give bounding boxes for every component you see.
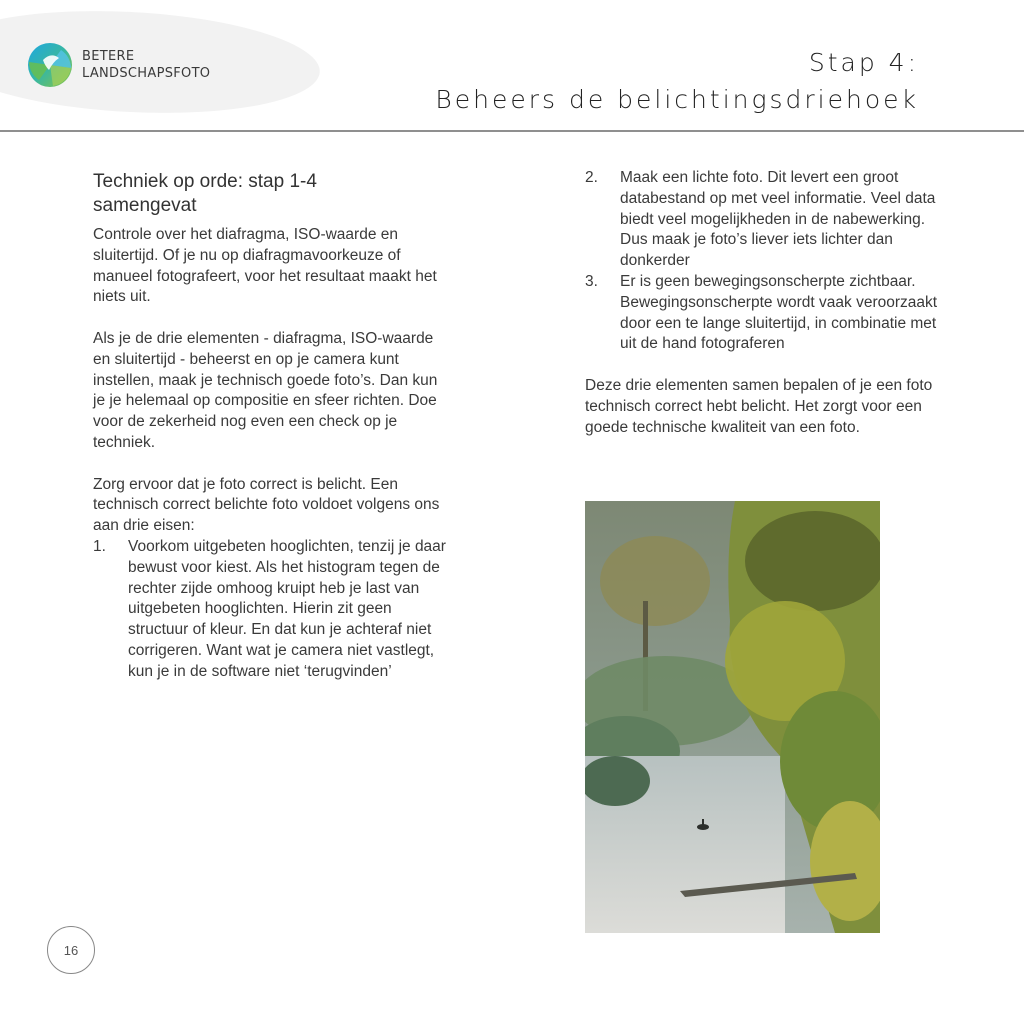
header-divider (0, 130, 1024, 132)
page-title (435, 44, 919, 118)
list-item (585, 272, 945, 355)
misty-lake-photo-illustration (585, 501, 880, 933)
page-title-step: Stap 4: (808, 48, 919, 77)
closing-paragraph: Deze drie elementen samen bepalen of je een foto technisch correct hebt belicht. Het zorgt voor een goede technische kwaliteit van een foto. (585, 376, 933, 436)
section-heading-line1: Techniek op orde: stap 1-4 (93, 171, 317, 192)
logo-text-line1: BETERE (82, 49, 135, 64)
requirements-list-part1 (93, 537, 448, 683)
requirements-list-part2 (585, 168, 945, 355)
left-column (93, 170, 448, 683)
list-item (585, 168, 945, 272)
aperture-logo-icon (27, 42, 73, 88)
section-heading (93, 170, 448, 218)
intro-paragraph: Controle over het diafragma, ISO-waarde en sluitertijd. Of je nu op diafragmavoorkeuze of manueel fotografeert, voor het resultaat maakt het niets uit. (93, 226, 437, 306)
logo-text-line2: LANDSCHAPSFOTO (82, 66, 211, 81)
right-column (585, 168, 945, 459)
requirements-paragraph: Zorg ervoor dat je foto correct is belicht. Een technisch correct belichte foto voldoet volgens ons aan drie eisen: (93, 475, 440, 535)
page-number: 16 (63, 942, 79, 958)
list-item-number: 3. (585, 272, 598, 290)
list-item-text: Maak een lichte foto. Dit levert een groot databestand op met veel informatie. Veel data biedt veel mogelijkheden in de nabewerking. Dus maak je foto’s liever iets lichter dan donkerder (620, 169, 936, 270)
list-item-number: 1. (93, 537, 106, 555)
landscape-photo (585, 501, 880, 933)
list-item-number: 2. (585, 169, 598, 186)
list-item-text: Er is geen bewegingsonscherpte zichtbaar. Bewegingsonscherpte wordt vaak veroorzaakt door een te lange sluitertijd, in combinatie met uit de hand fotograferen (620, 272, 938, 353)
elements-paragraph: Als je de drie elementen - diafragma, ISO-waarde en sluitertijd - beheerst en op je camera kunt instellen, maak je technisch goede foto’s. Dan kun je je helemaal op compositie en sfeer richten. Doe voor de zekerheid nog even een check op je techniek. (93, 329, 438, 451)
page-title-main: Beheers de belichtingsdriehoek (435, 85, 919, 114)
page-number-badge (47, 926, 95, 974)
brand-logo[interactable] (27, 42, 210, 88)
list-item-text: Voorkom uitgebeten hooglichten, tenzij je daar bewust voor kiest. Als het histogram tegen de rechter zijde omhoog kruipt heb je last van uitgebeten hooglichten. Hierin zit geen structuur of kleur. En dat kun je achteraf niet corrigeren. Want wat je camera niet vastlegt, kun je in de software niet ‘terugvinden’ (128, 537, 446, 680)
section-heading-line2: samengevat (93, 195, 197, 216)
list-item (93, 537, 448, 683)
